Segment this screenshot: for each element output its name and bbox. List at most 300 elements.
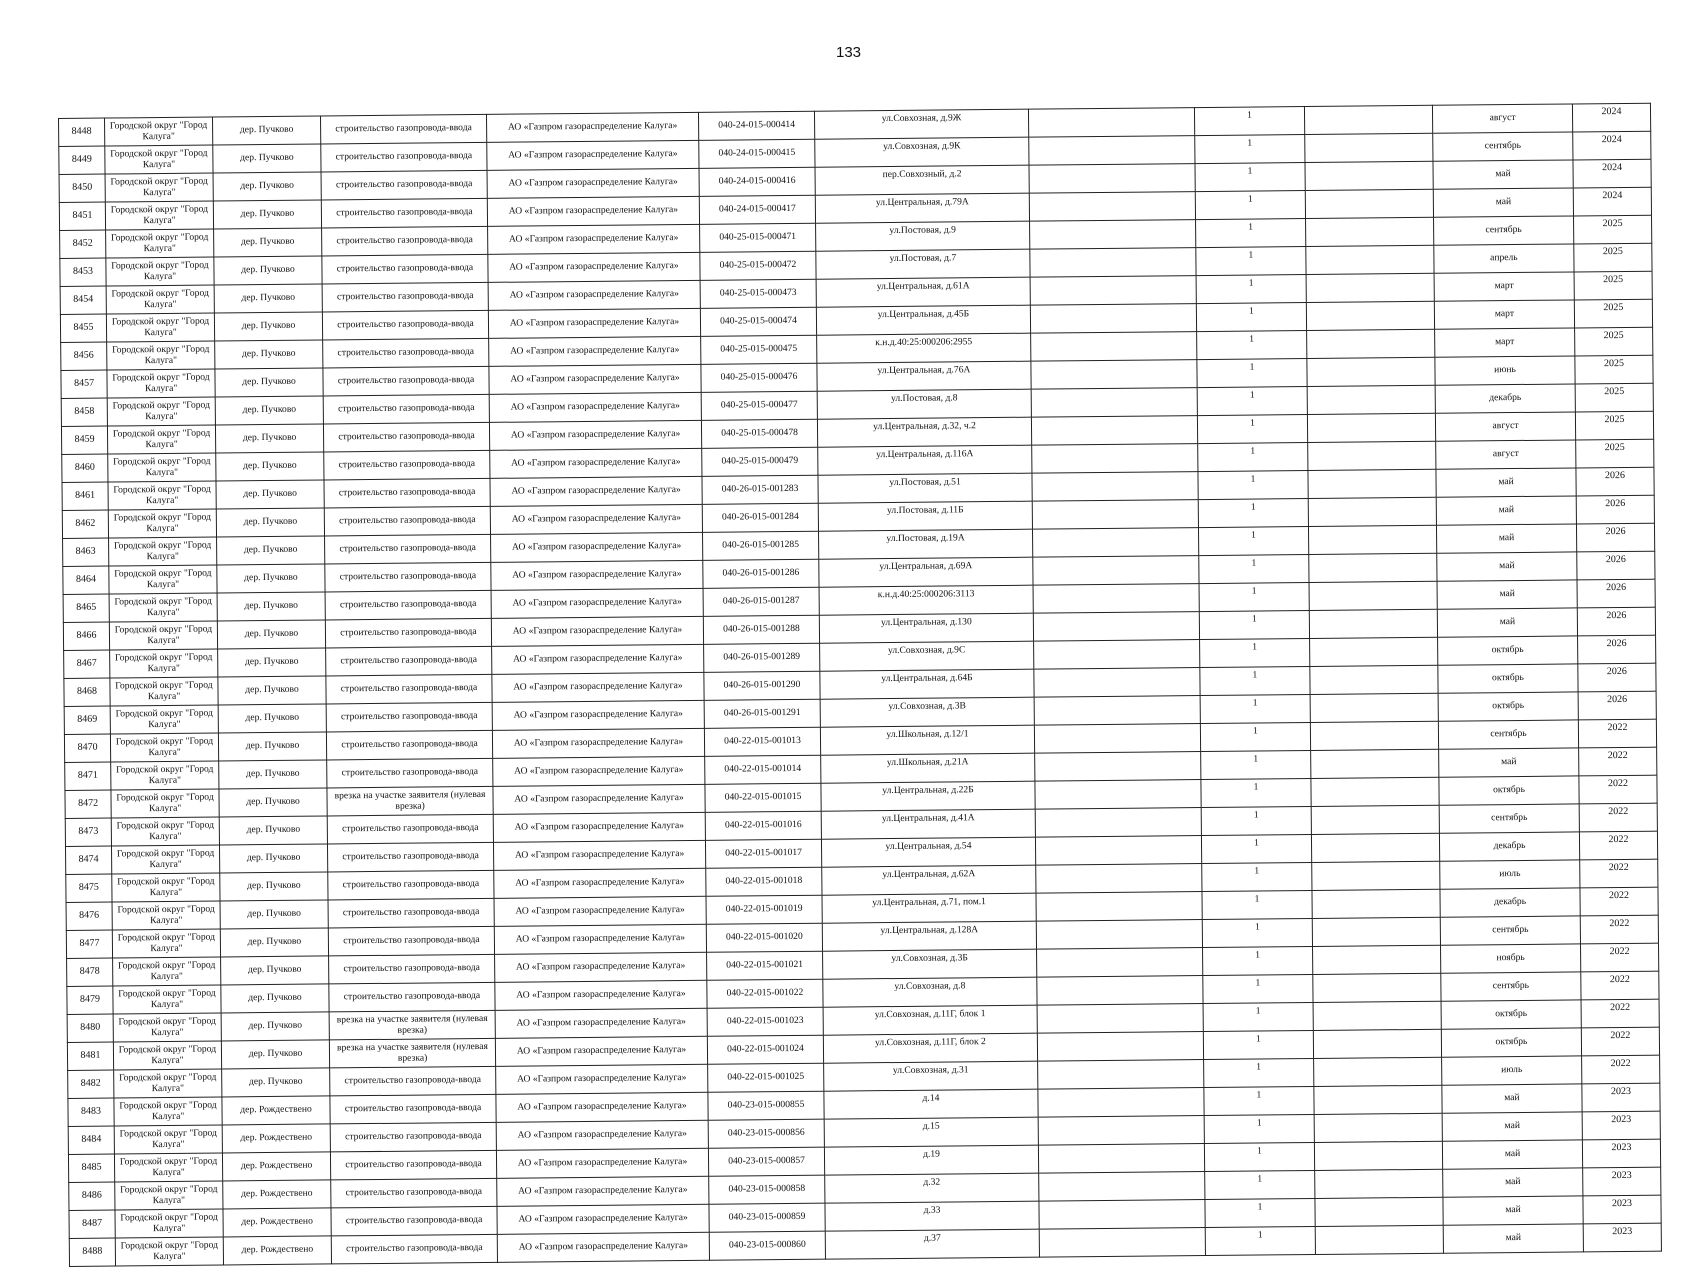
year-text: 2026	[1606, 665, 1627, 678]
address-cell	[818, 445, 1032, 475]
quantity-cell	[1196, 219, 1306, 248]
quantity-cell	[1201, 835, 1311, 864]
year-text: 2026	[1604, 469, 1626, 482]
row-number-cell	[63, 538, 109, 566]
work-text: строительство газопровода-ввода	[341, 738, 478, 751]
year-cell	[1582, 1083, 1660, 1112]
qty-text: 1	[1250, 417, 1255, 429]
year-text: 2022	[1607, 749, 1628, 762]
empty-cell	[1037, 1032, 1203, 1062]
code-text: 040-26-015-001286	[722, 567, 800, 579]
object-code-cell	[708, 1091, 824, 1120]
address-text: ул.Центральная, д.76А	[877, 364, 971, 377]
district-text: Городской округ "Город Калуга"	[111, 287, 209, 310]
address-text: ул.Постовая, д.51	[889, 476, 961, 489]
district-cell	[106, 257, 214, 286]
work-text: строительство газопровода-ввода	[342, 906, 480, 919]
organization-cell	[494, 868, 706, 898]
org-text: АО «Газпром газораспределение Калуга»	[518, 1184, 688, 1197]
district-text: Городской округ "Город Калуга"	[114, 623, 213, 646]
address-text: ул.Центральная, д.130	[880, 616, 972, 629]
empty-cell	[1312, 889, 1440, 918]
village-text: дер. Пучково	[242, 403, 297, 416]
qty-text: 1	[1248, 221, 1254, 233]
object-code-cell	[699, 139, 815, 168]
organization-cell	[492, 728, 704, 758]
object-code-cell	[709, 1231, 825, 1260]
organization-cell	[488, 252, 700, 282]
year-cell	[1579, 803, 1657, 832]
month-cell	[1437, 608, 1577, 637]
organization-cell	[496, 1148, 708, 1178]
district-text: Городской округ "Город Калуга"	[120, 1211, 218, 1234]
no-text: 8477	[79, 937, 100, 950]
organization-cell	[495, 1008, 707, 1038]
address-text: ул.Совхозная, д.3В	[888, 700, 966, 713]
settlement-cell	[214, 256, 322, 285]
organization-cell	[490, 504, 702, 534]
year-text: 2023	[1611, 1197, 1633, 1210]
work-type-cell	[328, 870, 494, 900]
district-text: Городской округ "Город Калуга"	[113, 483, 211, 506]
village-text: дер. Пучково	[244, 599, 298, 612]
settlement-cell	[216, 508, 324, 537]
village-text: дер. Пучково	[241, 319, 296, 332]
no-text: 8449	[71, 153, 92, 166]
settlement-cell	[222, 1096, 330, 1125]
no-text: 8478	[79, 965, 100, 978]
year-text: 2026	[1605, 553, 1626, 566]
organization-cell	[496, 1092, 708, 1122]
work-text: строительство газопровода-ввода	[336, 262, 474, 275]
code-text: 040-22-015-001016	[724, 819, 802, 831]
empty-cell	[1310, 637, 1438, 666]
work-text: строительство газопровода-ввода	[335, 178, 473, 191]
organization-cell	[488, 280, 700, 310]
organization-cell	[486, 112, 698, 142]
year-cell	[1572, 103, 1650, 132]
object-code-cell	[708, 1063, 824, 1092]
work-text: строительство газопровода-ввода	[346, 1242, 483, 1255]
empty-cell	[1032, 528, 1198, 558]
address-cell	[823, 949, 1037, 979]
month-cell	[1434, 244, 1574, 273]
org-text: АО «Газпром газораспределение Калуга»	[517, 1156, 688, 1169]
quantity-cell	[1204, 1114, 1314, 1143]
code-text: 040-22-015-001014	[724, 763, 802, 775]
year-cell	[1581, 1027, 1659, 1056]
code-text: 040-22-015-001018	[725, 875, 803, 887]
no-text: 8464	[75, 573, 96, 586]
work-text: строительство газопровода-ввода	[343, 962, 480, 975]
qty-text: 1	[1254, 893, 1260, 905]
year-cell	[1577, 579, 1655, 608]
settlement-cell	[217, 536, 325, 565]
work-type-cell	[324, 478, 490, 508]
no-text: 8451	[72, 209, 93, 222]
district-text: Городской округ "Город Калуга"	[110, 203, 209, 226]
settlement-cell	[214, 312, 322, 341]
month-cell	[1434, 216, 1574, 245]
month-text: май	[1504, 1092, 1520, 1104]
empty-cell	[1308, 497, 1436, 526]
district-text: Городской округ "Город Калуга"	[112, 399, 210, 422]
quantity-cell	[1200, 667, 1310, 696]
row-number-cell	[64, 650, 110, 678]
district-cell	[112, 873, 220, 902]
organization-cell	[495, 952, 707, 982]
qty-text: 1	[1250, 501, 1256, 513]
year-cell	[1574, 271, 1652, 300]
month-text: август	[1492, 448, 1519, 460]
org-text: АО «Газпром газораспределение Калуга»	[514, 820, 685, 833]
settlement-cell	[218, 704, 326, 733]
no-text: 8455	[73, 321, 94, 334]
object-code-cell	[700, 251, 816, 280]
year-text: 2026	[1606, 581, 1627, 594]
district-text: Городской округ "Город Калуга"	[113, 539, 212, 562]
org-text: АО «Газпром газораспределение Калуга»	[511, 456, 681, 469]
empty-cell	[1307, 385, 1435, 414]
empty-cell	[1308, 441, 1436, 470]
row-number-cell	[67, 986, 113, 1014]
year-text: 2022	[1608, 833, 1629, 846]
object-code-cell	[699, 195, 815, 224]
year-text: 2022	[1610, 1001, 1631, 1014]
quantity-cell	[1197, 359, 1307, 388]
code-text: 040-25-015-000474	[720, 315, 797, 327]
no-text: 8488	[82, 1245, 103, 1258]
organization-cell	[487, 168, 699, 198]
empty-cell	[1029, 192, 1195, 222]
work-text: строительство газопровода-ввода	[336, 234, 473, 247]
quantity-cell	[1204, 1058, 1314, 1087]
settlement-cell	[215, 396, 323, 425]
address-text: ул.Школьная, д.21А	[886, 756, 969, 769]
month-text: май	[1505, 1204, 1521, 1216]
code-text: 040-24-015-000415	[718, 147, 796, 159]
org-text: АО «Газпром газораспределение Калуга»	[515, 960, 686, 973]
qty-text: 1	[1254, 865, 1260, 877]
empty-cell	[1309, 609, 1437, 638]
empty-cell	[1314, 1141, 1442, 1170]
settlement-cell	[219, 816, 327, 845]
no-text: 8480	[80, 1021, 101, 1034]
year-cell	[1579, 831, 1657, 860]
month-text: ноябрь	[1496, 952, 1525, 964]
district-cell	[114, 1069, 222, 1098]
organization-cell	[497, 1176, 709, 1206]
month-cell	[1436, 468, 1576, 497]
row-number-cell	[65, 846, 111, 874]
district-cell	[115, 1181, 223, 1210]
month-cell	[1433, 188, 1573, 217]
year-cell	[1575, 411, 1653, 440]
work-type-cell	[321, 170, 487, 200]
row-number-cell	[67, 958, 113, 986]
org-text: АО «Газпром газораспределение Калуга»	[517, 1100, 687, 1113]
year-cell	[1580, 943, 1658, 972]
district-text: Городской округ "Город Калуга"	[113, 511, 212, 534]
work-text: строительство газопровода-ввода	[335, 150, 473, 163]
year-text: 2025	[1604, 385, 1625, 398]
year-text: 2022	[1608, 889, 1630, 902]
district-cell	[114, 1153, 222, 1182]
village-text: дер. Рождествено	[240, 1159, 313, 1172]
month-text: сентябрь	[1492, 980, 1530, 992]
district-cell	[107, 341, 215, 370]
qty-text: 1	[1252, 641, 1258, 653]
district-text: Городской округ "Город Калуга"	[120, 1183, 218, 1206]
object-code-cell	[699, 167, 815, 196]
settlement-cell	[222, 1068, 330, 1097]
work-type-cell	[322, 254, 488, 284]
org-text: АО «Газпром газораспределение Калуга»	[510, 428, 681, 441]
organization-cell	[495, 1036, 707, 1066]
year-text: 2024	[1601, 105, 1622, 118]
quantity-cell	[1204, 1142, 1314, 1171]
district-text: Городской округ "Город Калуга"	[112, 371, 210, 394]
month-cell	[1436, 496, 1576, 525]
code-text: 040-23-015-000858	[728, 1183, 806, 1195]
organization-cell	[493, 812, 705, 842]
address-text: ул.Совхозная, д.9Ж	[881, 112, 962, 125]
qty-text: 1	[1255, 1005, 1261, 1017]
work-text: строительство газопровода-ввода	[336, 206, 473, 219]
village-text: дер. Пучково	[247, 963, 302, 976]
work-type-cell	[327, 842, 493, 872]
work-type-cell	[325, 618, 491, 648]
month-cell	[1440, 860, 1580, 889]
settlement-cell	[217, 592, 325, 621]
village-text: дер. Пучково	[244, 571, 298, 584]
qty-text: 1	[1248, 277, 1254, 289]
org-text: АО «Газпром газораспределение Калуга»	[508, 204, 679, 217]
empty-cell	[1039, 1228, 1205, 1258]
address-text: д.14	[922, 1092, 940, 1104]
district-text: Городской округ "Город Калуга"	[118, 1043, 217, 1066]
month-text: май	[1498, 476, 1514, 488]
row-number-cell	[68, 1070, 114, 1098]
village-text: дер. Рождествено	[240, 1103, 312, 1116]
district-text: Городской округ "Город Калуга"	[111, 259, 209, 282]
qty-text: 1	[1257, 1201, 1263, 1213]
village-text: дер. Пучково	[246, 851, 301, 864]
empty-cell	[1310, 665, 1438, 694]
address-cell	[816, 221, 1030, 251]
object-code-cell	[698, 111, 814, 140]
village-text: дер. Пучково	[243, 459, 297, 472]
address-cell	[819, 585, 1033, 615]
work-type-cell	[331, 1178, 497, 1208]
year-text: 2026	[1606, 637, 1627, 650]
work-type-cell	[326, 730, 492, 760]
object-code-cell	[709, 1203, 825, 1232]
district-text: Городской округ "Город Калуга"	[113, 455, 211, 478]
work-type-cell	[323, 338, 489, 368]
work-text: строительство газопровода-ввода	[337, 374, 475, 387]
object-code-cell	[707, 1007, 823, 1036]
district-cell	[108, 509, 216, 538]
work-text: врезка на участке заявителя (нулевая врезка)	[336, 1040, 488, 1064]
org-text: АО «Газпром газораспределение Калуга»	[507, 120, 678, 133]
empty-cell	[1030, 276, 1196, 306]
work-text: врезка на участке заявителя (нулевая врезка)	[334, 788, 486, 812]
empty-cell	[1309, 581, 1437, 610]
no-text: 8461	[75, 489, 96, 502]
code-text: 040-23-015-000856	[727, 1127, 805, 1139]
work-text: строительство газопровода-ввода	[338, 402, 475, 415]
month-cell	[1442, 1084, 1582, 1113]
code-text: 040-25-015-000479	[721, 455, 799, 467]
empty-cell	[1315, 1197, 1443, 1226]
address-cell	[818, 473, 1032, 503]
object-code-cell	[703, 615, 819, 644]
settlement-cell	[220, 872, 328, 901]
row-number-cell	[59, 174, 105, 202]
org-text: АО «Газпром газораспределение Калуга»	[518, 1240, 689, 1253]
organization-cell	[489, 420, 701, 450]
district-cell	[105, 201, 213, 230]
organization-cell	[493, 784, 705, 814]
work-text: строительство газопровода-ввода	[335, 122, 472, 135]
district-cell	[113, 1013, 221, 1042]
month-cell	[1438, 692, 1578, 721]
month-text: май	[1498, 504, 1515, 516]
quantity-cell	[1205, 1170, 1315, 1199]
work-type-cell	[331, 1234, 497, 1264]
settlement-cell	[221, 956, 329, 985]
quantity-cell	[1203, 1030, 1313, 1059]
month-text: октябрь	[1495, 1008, 1528, 1020]
row-number-cell	[64, 734, 110, 762]
settlement-cell	[220, 928, 328, 957]
row-number-cell	[66, 902, 112, 930]
district-cell	[110, 677, 218, 706]
empty-cell	[1314, 1113, 1442, 1142]
code-text: 040-25-015-000472	[719, 259, 797, 271]
qty-text: 1	[1257, 1229, 1263, 1241]
address-text: ул.Совхозная, д.3Б	[891, 952, 968, 965]
organization-cell	[491, 616, 703, 646]
work-text: строительство газопровода-ввода	[342, 822, 479, 835]
village-text: дер. Пучково	[246, 795, 300, 808]
month-cell	[1438, 664, 1578, 693]
code-text: 040-22-015-001017	[725, 847, 803, 859]
work-type-cell	[329, 1038, 495, 1068]
month-cell	[1439, 832, 1579, 861]
empty-cell	[1038, 1116, 1204, 1146]
year-cell	[1575, 355, 1653, 384]
address-cell	[819, 557, 1033, 587]
qty-text: 1	[1252, 725, 1258, 737]
month-text: май	[1504, 1148, 1521, 1160]
work-type-cell	[327, 758, 493, 788]
address-text: д.19	[922, 1148, 940, 1160]
code-text: 040-22-015-001025	[727, 1071, 805, 1083]
row-number-cell	[64, 678, 110, 706]
month-text: май	[1499, 560, 1515, 572]
code-text: 040-22-015-001015	[724, 791, 802, 803]
organization-cell	[494, 924, 706, 954]
empty-cell	[1038, 1088, 1204, 1118]
work-type-cell	[327, 814, 493, 844]
district-text: Городской округ "Город Калуга"	[111, 315, 210, 338]
empty-cell	[1032, 444, 1198, 474]
work-text: строительство газопровода-ввода	[345, 1214, 483, 1227]
object-code-cell	[708, 1147, 824, 1176]
district-cell	[109, 537, 217, 566]
month-text: май	[1505, 1232, 1522, 1244]
qty-text: 1	[1256, 1061, 1262, 1073]
work-text: строительство газопровода-ввода	[338, 430, 475, 443]
district-text: Городской округ "Город Калуга"	[116, 847, 215, 870]
row-number-cell	[61, 370, 107, 398]
month-text: сентябрь	[1491, 812, 1528, 824]
organization-cell	[497, 1232, 709, 1262]
org-text: АО «Газпром газораспределение Калуга»	[509, 260, 679, 273]
month-cell	[1435, 384, 1575, 413]
qty-text: 1	[1247, 193, 1253, 205]
year-text: 2022	[1609, 917, 1630, 930]
code-text: 040-26-015-001285	[722, 539, 800, 551]
month-cell	[1435, 356, 1575, 385]
empty-cell	[1315, 1225, 1443, 1254]
org-text: АО «Газпром газораспределение Калуга»	[510, 344, 680, 357]
year-text: 2023	[1611, 1169, 1632, 1182]
code-text: 040-25-015-000478	[721, 427, 798, 439]
no-text: 8454	[73, 293, 94, 306]
address-cell	[820, 697, 1034, 727]
empty-cell	[1033, 584, 1199, 614]
empty-cell	[1307, 357, 1435, 386]
row-number-cell	[66, 930, 112, 958]
org-text: АО «Газпром газораспределение Калуга»	[511, 540, 682, 553]
year-cell	[1580, 887, 1658, 916]
org-text: АО «Газпром газораспределение Калуга»	[515, 904, 685, 917]
empty-cell	[1312, 917, 1440, 946]
qty-text: 1	[1253, 809, 1259, 821]
org-text: АО «Газпром газораспределение Калуга»	[513, 708, 683, 721]
code-text: 040-25-015-000477	[720, 399, 798, 411]
no-text: 8484	[81, 1133, 102, 1146]
organization-cell	[490, 448, 702, 478]
month-cell	[1433, 160, 1573, 189]
qty-text: 1	[1247, 109, 1252, 121]
address-cell	[825, 1173, 1039, 1203]
quantity-cell	[1201, 807, 1311, 836]
org-text: АО «Газпром газораспределение Калуга»	[512, 568, 682, 581]
row-number-cell	[59, 118, 105, 146]
no-text: 8487	[82, 1217, 103, 1230]
settlement-cell	[214, 284, 322, 313]
settlement-cell	[218, 732, 326, 761]
row-number-cell	[65, 818, 111, 846]
month-text: март	[1495, 336, 1515, 348]
no-text: 8465	[76, 601, 97, 614]
year-text: 2023	[1612, 1225, 1633, 1238]
address-cell	[821, 781, 1035, 811]
month-text: май	[1495, 196, 1512, 208]
quantity-cell	[1200, 639, 1310, 668]
no-text: 8469	[77, 713, 98, 726]
work-text: строительство газопровода-ввода	[338, 486, 476, 499]
no-text: 8471	[77, 769, 98, 782]
object-code-cell	[700, 279, 816, 308]
organization-cell	[496, 1064, 708, 1094]
organization-cell	[494, 896, 706, 926]
address-cell	[816, 305, 1030, 335]
